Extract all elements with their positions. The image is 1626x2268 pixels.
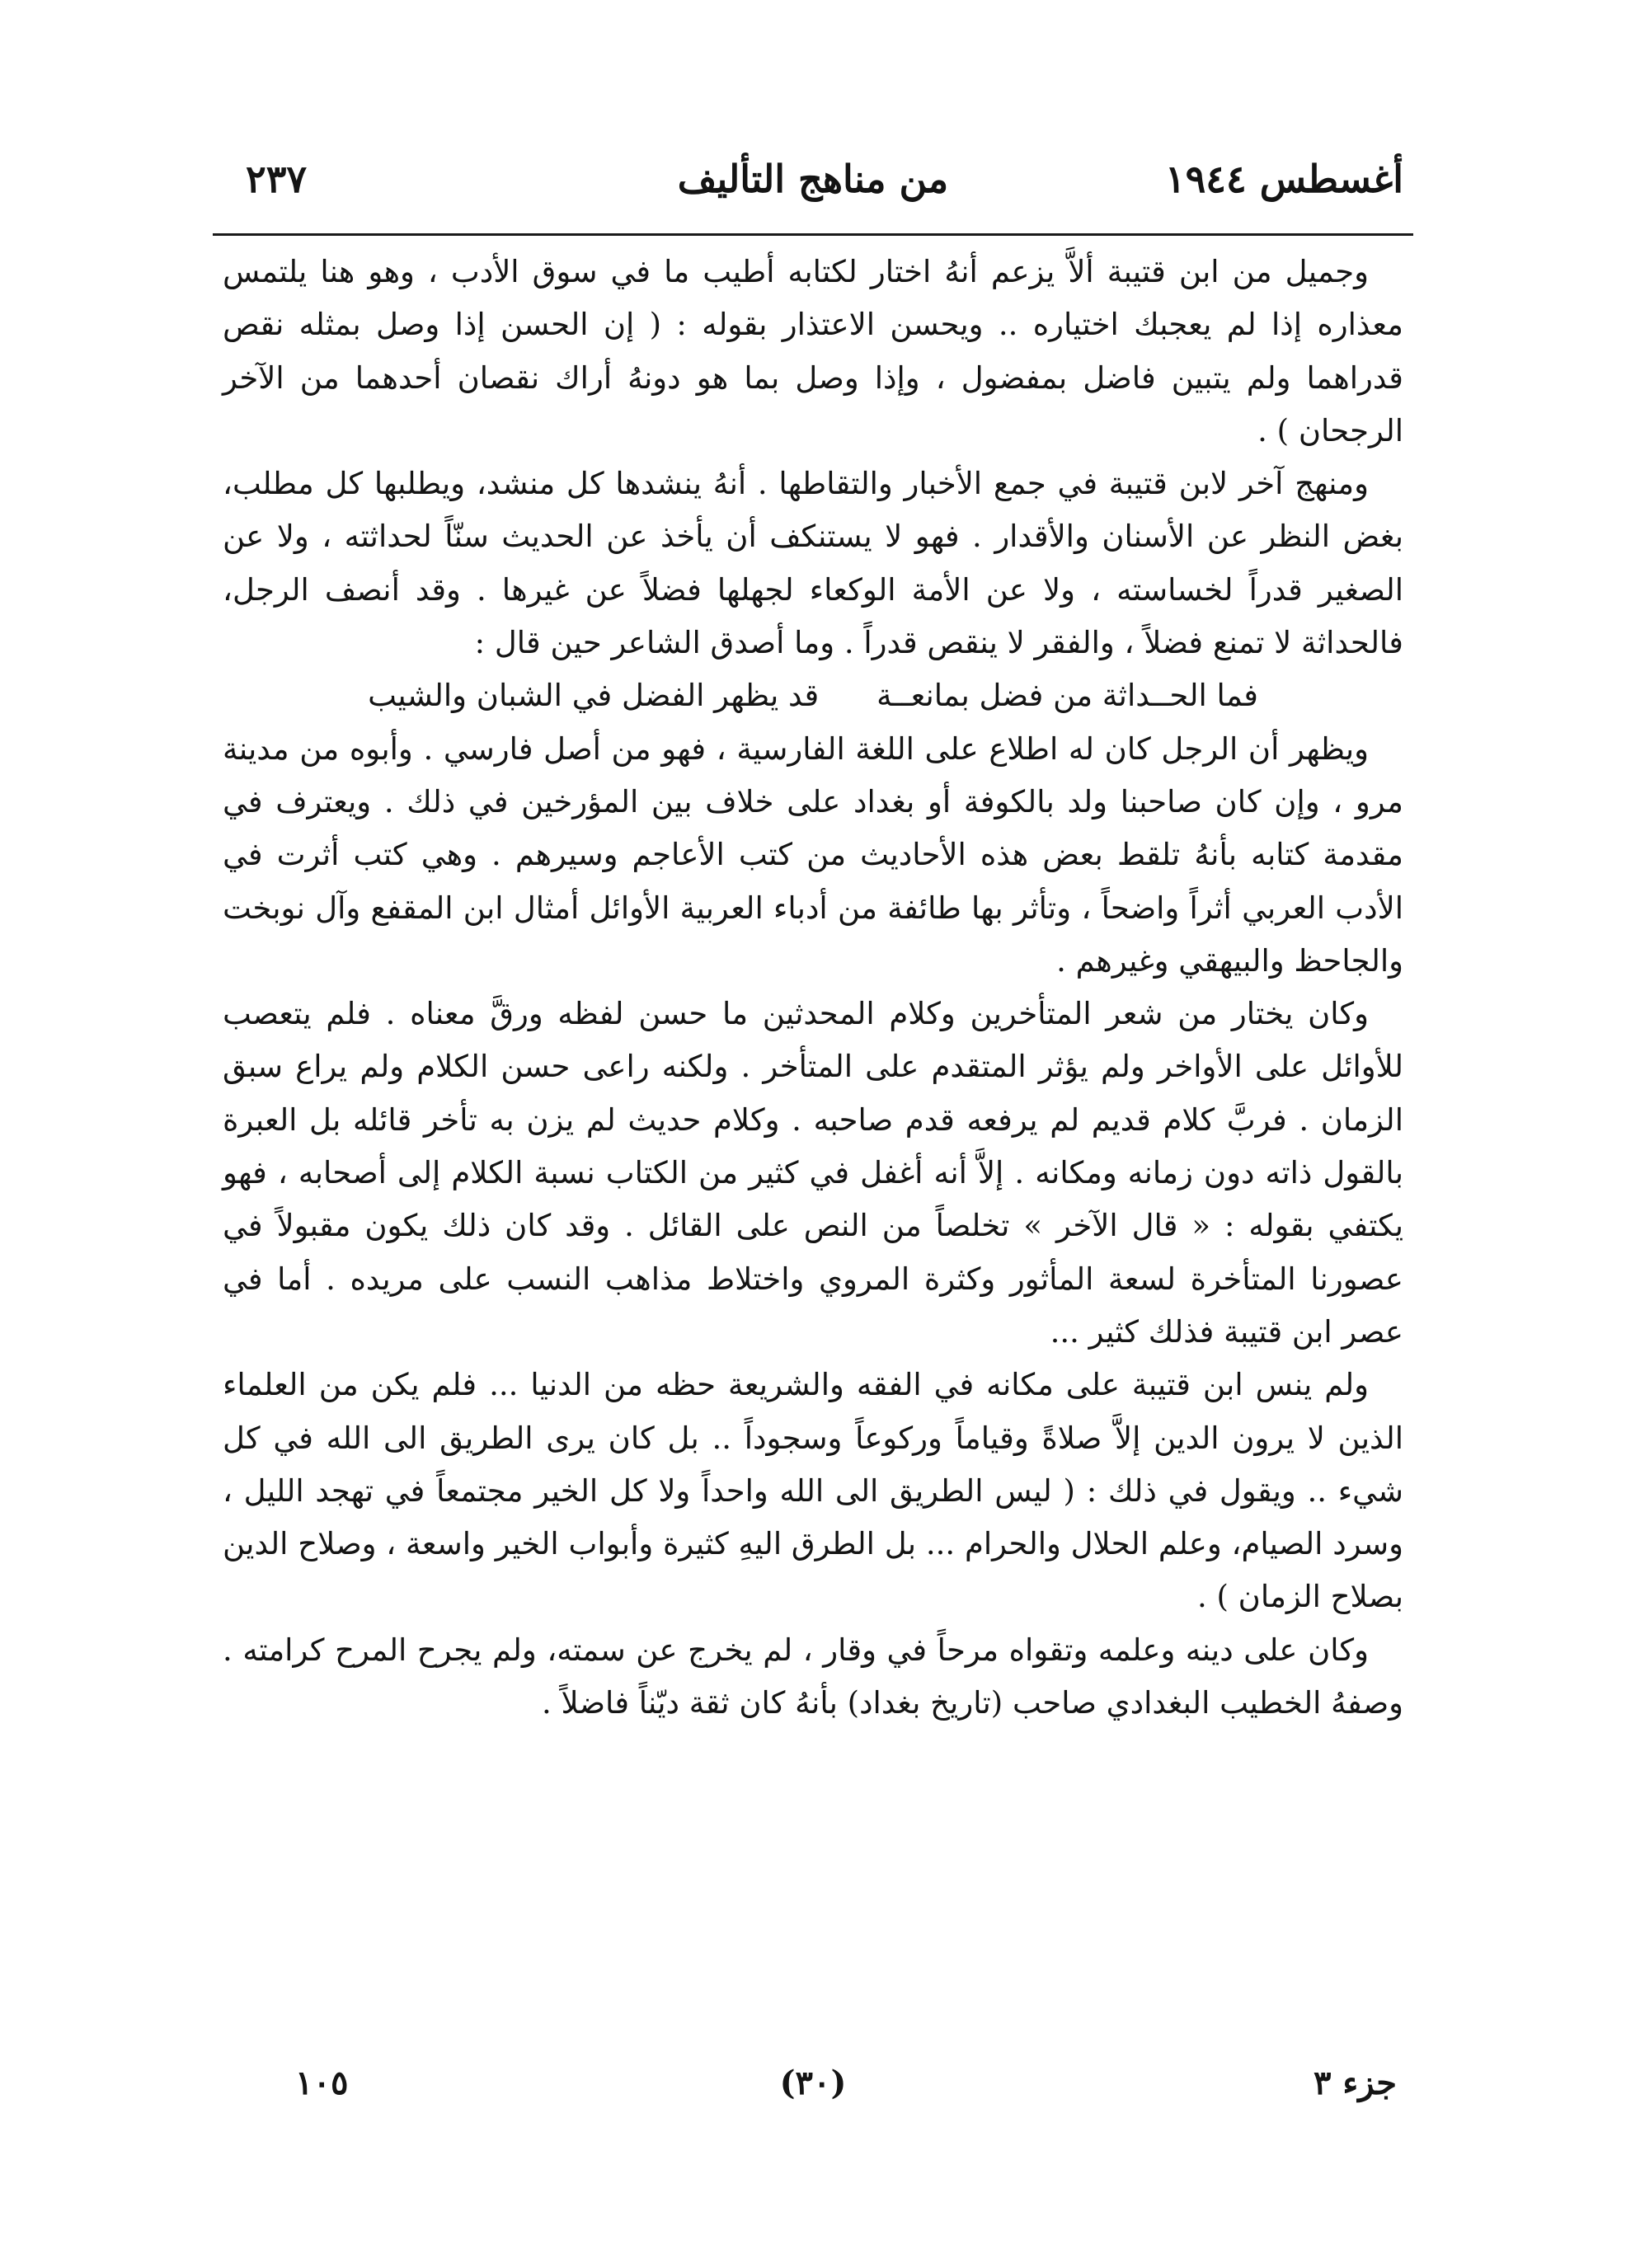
verse-first-hemistich: فما الحــداثة من فضل بمانعــة xyxy=(876,678,1258,714)
poetry-verse xyxy=(223,669,1403,722)
paragraph-5: ولم ينس ابن قتيبة على مكانه في الفقه والشريعة حظه من الدنيا ... فلم يكن من العلماء الذين لا يرون الدين إلاَّ صلاةً وقياماً وركوعاً وسجوداً .. بل كان يرى الطريق الى الله في كل شيء .. ويقول في ذلك : ( ليس الطريق الى الله واحداً ولا كل الخير مجتمعاً في تهجد الليل ، وسرد الصيام، وعلم الحلال والحرام ... بل الطرق اليهِ كثيرة وأبواب الخير واسعة ، وصلاح الدين بصلاح الزمان ) . xyxy=(223,1367,1403,1615)
header-page-number: ٢٣٧ xyxy=(246,157,308,201)
article-body xyxy=(223,246,1403,1730)
page-footer xyxy=(213,2064,1413,2121)
footer-part-number: جزء ٣ xyxy=(1313,2064,1397,2102)
paragraph-1: وجميل من ابن قتيبة ألاَّ يزعم أنهُ اختار لكتابه أطيب ما في سوق الأدب ، وهو هنا يلتمس معذاره إذا لم يعجبك اختياره .. ويحسن الاعتذار بقوله : ( إن الحسن إذا وصل بمثله نقص قدراهما ولم يتبين فاضل بمفضول ، وإذا وصل بما هو دونهُ أراك نقصان أحدهما من الآخر الرجحان ) . xyxy=(223,254,1403,448)
verse-second-hemistich: قد يظهر الفضل في الشبان والشيب xyxy=(368,678,820,714)
footer-issue-number: (٣٠) xyxy=(779,2064,847,2102)
running-header xyxy=(213,157,1413,231)
paragraph-2: ومنهج آخر لابن قتيبة في جمع الأخبار والتقاطها . أنهُ ينشدها كل منشد، ويطلبها كل مطلب، بغض النظر عن الأسنان والأقدار . فهو لا يستنكف أن يأخذ عن الحديث سنّاً لحداثته ، ولا عن الصغير قدراً لخساسته ، ولا عن الأمة الوكعاء لجهلها فضلاً عن غيرها . وقد أنصف الرجل، فالحداثة لا تمنع فضلاً ، والفقر لا ينقص قدراً . وما أصدق الشاعر حين قال : xyxy=(223,466,1403,661)
paragraph-3: ويظهر أن الرجل كان له اطلاع على اللغة الفارسية ، فهو من أصل فارسي . وأبوه من مدينة مرو ، وإن كان صاحبنا ولد بالكوفة أو بغداد على خلاف بين المؤرخين في ذلك . ويعترف في مقدمة كتابه بأنهُ تلقط بعض هذه الأحاديث من كتب الأعاجم وسيرهم . وهي كتب أثرت في الأدب العربي أثراً واضحاً ، وتأثر بها طائفة من أدباء العربية الأوائل أمثال ابن المقفع وآل نوبخت والجاحظ والبيهقي وغيرهم . xyxy=(223,730,1403,979)
footer-sequence-number: ١٠٥ xyxy=(295,2064,349,2102)
header-date: أغسطس ١٩٤٤ xyxy=(1164,157,1403,201)
header-title: من مناهج التأليف xyxy=(677,157,949,201)
paragraph-4: وكان يختار من شعر المتأخرين وكلام المحدثين ما حسن لفظه ورقَّ معناه . فلم يتعصب للأوائل على الأواخر ولم يؤثر المتقدم على المتأخر . ولكنه راعى حسن الكلام ولم يراع سبق الزمان . فربَّ كلام قديم لم يرفعه قدم صاحبه . وكلام حديث لم يزن به تأخر قائله بل العبرة بالقول ذاته دون زمانه ومكانه . إلاَّ أنه أغفل في كثير من الكتاب نسبة الكلام إلى أصحابه ، فهو يكتفي بقوله : « قال الآخر » تخلصاً من النص على القائل . وقد كان ذلك يكون مقبولاً في عصورنا المتأخرة لسعة المأثور وكثرة المروي واختلاط مذاهب النسب على مريده . أما في عصر ابن قتيبة فذلك كثير ... xyxy=(223,996,1403,1350)
header-rule xyxy=(213,233,1413,236)
paragraph-6: وكان على دينه وعلمه وتقواه مرحاً في وقار ، لم يخرج عن سمته، ولم يجرح المرح كرامته . وصفهُ الخطيب البغدادي صاحب (تاريخ بغداد) بأنهُ كان ثقة ديّناً فاضلاً . xyxy=(223,1632,1403,1721)
